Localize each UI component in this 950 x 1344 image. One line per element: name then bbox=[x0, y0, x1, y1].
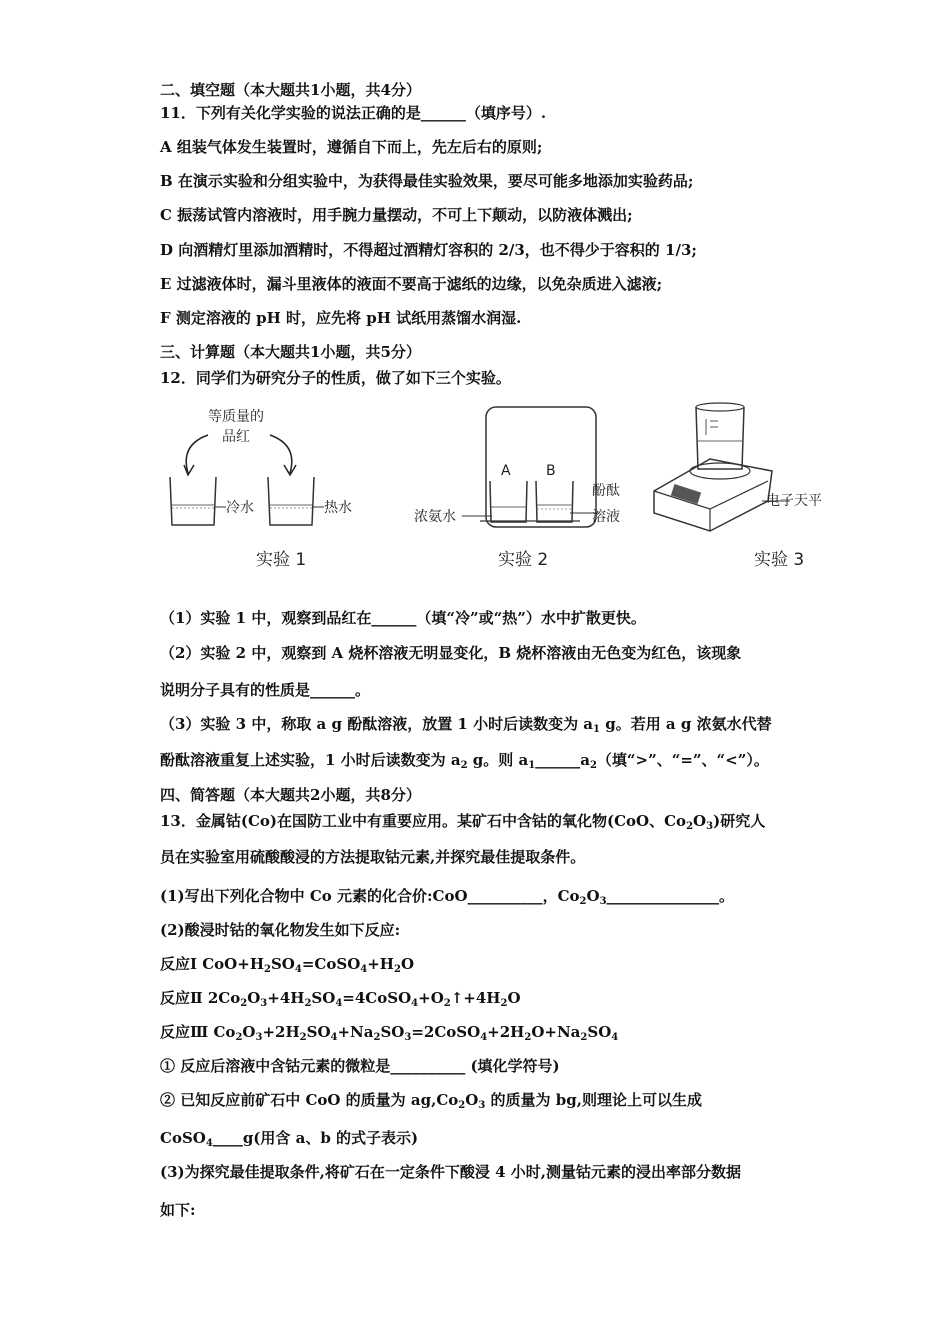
question-12: 12．同学们为研究分子的性质，做了如下三个实验。 bbox=[160, 369, 511, 387]
q13-c2a: ② 已知反应前矿石中 CoO 的质量为 $ag,Co_2O_3$ 的质量为 bg,则理论上可以生成 bbox=[160, 1091, 702, 1111]
fig-label-phenol2: 溶液 bbox=[592, 509, 620, 525]
question-13b: 员在实验室用硫酸酸浸的方法提取钴元素,并探究最佳提取条件。 bbox=[160, 848, 586, 866]
q13-sub2: (2)酸浸时钴的氧化物发生如下反应: bbox=[160, 921, 401, 939]
caption-exp1: 实验 1 bbox=[256, 550, 307, 570]
fig-label-b: B bbox=[546, 463, 556, 479]
q12-part3b-2: g。则 a bbox=[467, 751, 529, 769]
q13-sub1-end: _______________。 bbox=[606, 887, 735, 905]
c2b-text: CoSO bbox=[160, 1129, 206, 1147]
fig-label-balance: 电子天平 bbox=[766, 493, 822, 509]
r1-b: SO bbox=[270, 955, 295, 973]
fig-label-a: A bbox=[501, 463, 511, 479]
fig-label-hot-water: 热水 bbox=[324, 500, 352, 516]
q12-part2b: 说明分子具有的性质是______。 bbox=[160, 681, 371, 699]
reaction-1: 反应Ⅰ $CoO+H_2SO_4=CoSO_4+H_2O$ bbox=[160, 955, 415, 975]
section4-heading: 四、简答题（本大题共2小题，共8分） bbox=[160, 786, 421, 804]
fig-label-cold-water: 冷水 bbox=[226, 500, 254, 516]
fig-label-pinkred: 品红 bbox=[222, 429, 250, 445]
sub-a1-b: 1 bbox=[528, 760, 536, 771]
caption-exp3: 实验 3 bbox=[754, 550, 805, 570]
sub-a2-b: 2 bbox=[589, 760, 597, 771]
q12-part3b-4: （填“>”、“=”、“<”）。 bbox=[596, 751, 769, 769]
q13-sub1: (1)写出下列化合物中 Co 元素的化合价:CoO__________，$Co_2O_3\_\_\_\_\_\_\_\_\_\_\_\_\_\_\_$。 bbox=[160, 887, 735, 907]
option-f: F 测定溶液的 pH 时，应先将 pH 试纸用蒸馏水润湿. bbox=[160, 309, 522, 327]
q13a-tail: )研究人 bbox=[713, 812, 766, 830]
q13-c1: ① 反应后溶液中含钴元素的微粒是__________ (填化学符号) bbox=[160, 1057, 560, 1075]
beaker-a bbox=[490, 481, 527, 522]
q13a-o: O bbox=[693, 812, 707, 830]
r1-d: +H bbox=[367, 955, 394, 973]
beaker-b bbox=[536, 481, 573, 522]
q12-part3a bbox=[160, 714, 772, 734]
q13-c2b: CoSO$_4$____g(用含 a、b 的式子表示) bbox=[160, 1129, 419, 1149]
fig-label-equal-mass: 等质量的 bbox=[208, 409, 264, 425]
arrow-left bbox=[186, 435, 208, 473]
fig-label-phenol1: 酚酞 bbox=[592, 483, 620, 499]
q12-part3a-end: g。若用 a g 浓氨水代替 bbox=[600, 715, 772, 733]
arrow-right bbox=[270, 435, 292, 473]
r3-a: 反应Ⅲ Co bbox=[160, 1023, 236, 1041]
c2a-text: ② 已知反应前矿石中 CoO 的质量为 ag,Co bbox=[160, 1091, 459, 1109]
section2-heading: 二、填空题（本大题共1小题，共4分） bbox=[160, 81, 421, 99]
r2-a: 反应Ⅱ 2Co bbox=[160, 989, 241, 1007]
q13a-text: 13．金属钴(Co)在国防工业中有重要应用。某矿石中含钴的氧化物(CoO、Co bbox=[160, 812, 687, 830]
option-d: D 向酒精灯里添加酒精时，不得超过酒精灯容积的 2/3，也不得少于容积的 1/3; bbox=[160, 241, 697, 259]
q12-part3a-text: （3）实验 3 中，称取 a g 酚酞溶液，放置 1 小时后读数变为 a bbox=[160, 715, 594, 733]
fig-label-ammonia: 浓氨水 bbox=[414, 509, 456, 525]
q12-part3b-1: 酚酞溶液重复上述实验，1 小时后读数变为 a bbox=[160, 751, 461, 769]
q12-part3b-3: ______a bbox=[535, 751, 590, 769]
reaction-2: 反应Ⅱ $2Co_2O_3+4H_2SO_4=4CoSO_4+O_2↑+4H_2O$ bbox=[160, 989, 521, 1009]
c2a-end: 的质量为 bg,则理论上可以生成 bbox=[490, 1091, 702, 1109]
q13-sub1-text: (1)写出下列化合物中 Co 元素的化合价:CoO__________，Co bbox=[160, 887, 580, 905]
experiment-figure bbox=[150, 395, 850, 575]
option-a: A 组装气体发生装置时，遵循自下而上，先左后右的原则; bbox=[160, 138, 543, 156]
q13-s3a: (3)为探究最佳提取条件,将矿石在一定条件下酸浸 4 小时,测量钴元素的浸出率部分数据 bbox=[160, 1163, 741, 1181]
r1-a: 反应Ⅰ CoO+H bbox=[160, 955, 264, 973]
arrow-left-head bbox=[184, 465, 194, 475]
sub-a2: 2 bbox=[460, 760, 468, 771]
section3-heading: 三、计算题（本大题共1小题，共5分） bbox=[160, 343, 421, 361]
q12-part2a: （2）实验 2 中，观察到 A 烧杯溶液无明显变化，B 烧杯溶液由无色变为红色，该现象 bbox=[160, 644, 742, 662]
c2b-end: ____g(用含 a、b 的式子表示) bbox=[212, 1129, 419, 1147]
beaker-hot bbox=[268, 477, 324, 525]
option-c: C 振荡试管内溶液时，用手腕力量摆动，不可上下颠动，以防液体溅出; bbox=[160, 206, 633, 224]
q13-s3b: 如下: bbox=[160, 1201, 196, 1219]
question-13a: 13．金属钴(Co)在国防工业中有重要应用。某矿石中含钴的氧化物(CoO、$Co_2O_3$)研究人 bbox=[160, 812, 766, 832]
question-11: 11．下列有关化学实验的说法正确的是______（填序号）. bbox=[160, 104, 547, 122]
q13-sub1-o: O bbox=[586, 887, 600, 905]
electronic-balance bbox=[654, 459, 772, 531]
q12-part1: （1）实验 1 中，观察到品红在______（填“冷”或“热”）水中扩散更快。 bbox=[160, 609, 646, 627]
caption-exp2: 实验 2 bbox=[498, 550, 549, 570]
option-e: E 过滤液体时，漏斗里液体的液面不要高于滤纸的边缘，以免杂质进入滤液; bbox=[160, 275, 663, 293]
r1-e: O bbox=[400, 955, 415, 973]
q12-part3b bbox=[160, 750, 769, 770]
beaker-on-balance bbox=[696, 403, 744, 469]
r1-c: =CoSO bbox=[301, 955, 361, 973]
sub-a1: 1 bbox=[593, 724, 600, 735]
reaction-3: 反应Ⅲ $Co_2O_3+2H_2SO_4+Na_2SO_3=2CoSO_4+2H_2O+Na_2SO_4$ bbox=[160, 1023, 619, 1043]
option-b: B 在演示实验和分组实验中，为获得最佳实验效果，要尽可能多地添加实验药品; bbox=[160, 172, 694, 190]
beaker-cold bbox=[170, 477, 226, 525]
